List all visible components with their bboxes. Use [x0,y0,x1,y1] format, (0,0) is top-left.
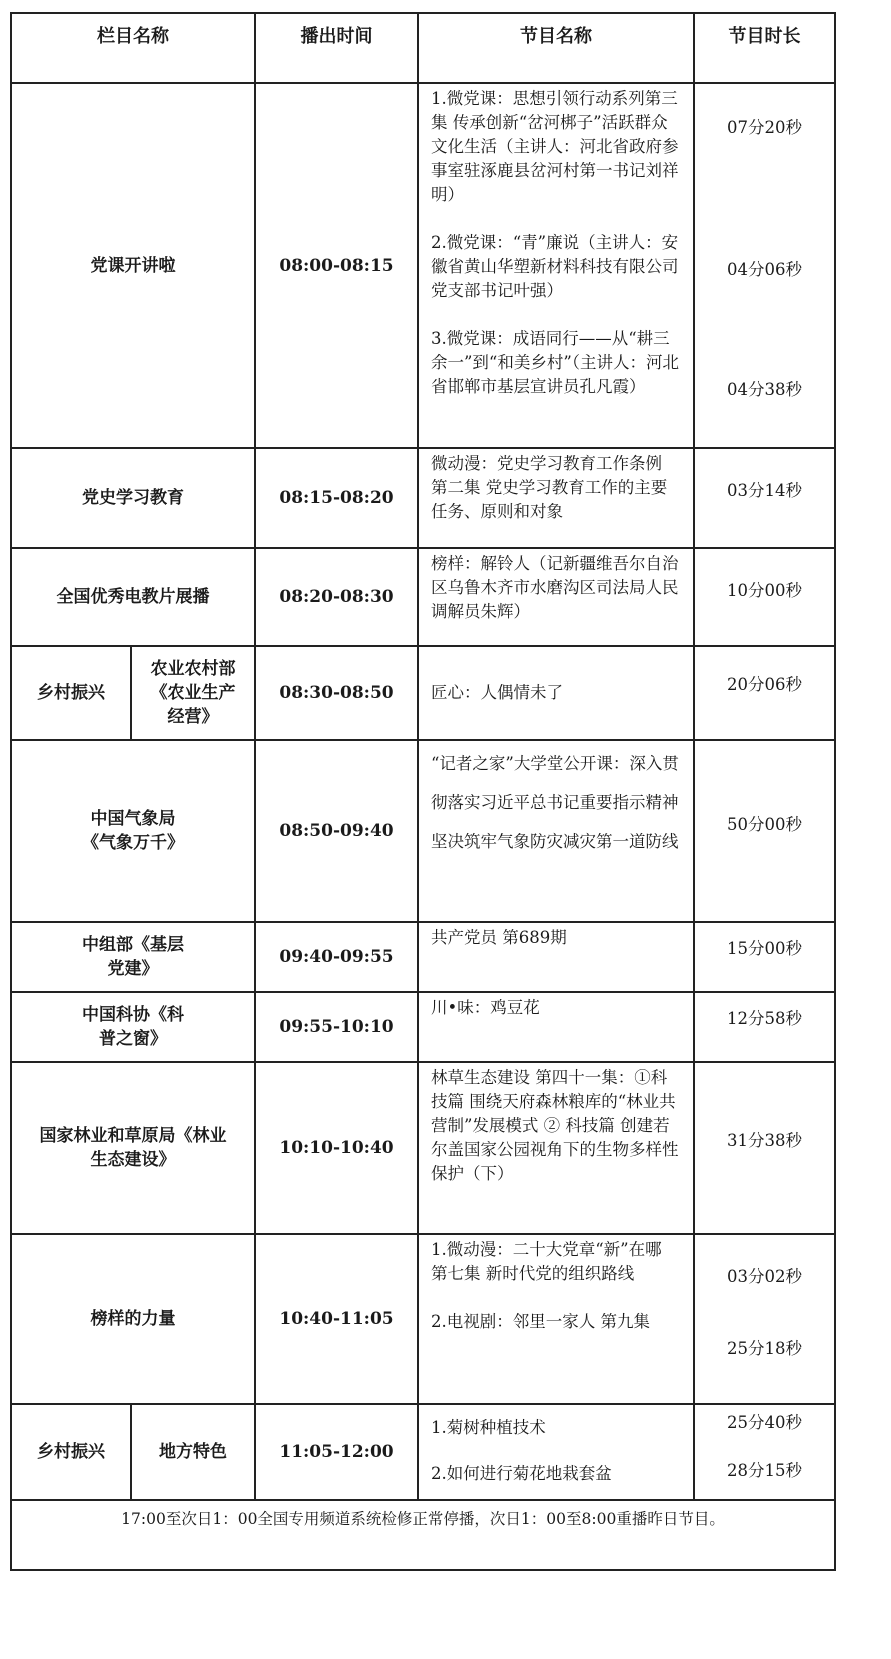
header-air-time: 播出时间 [255,13,418,83]
column-name: 榜样的力量 [11,1234,255,1404]
table-row [11,448,835,548]
table-row [11,922,835,992]
program-item: 共产党员 第689期 [431,928,567,947]
program-cell [418,448,694,548]
program-item: 林草生态建设 第四十一集：①科技篇 围绕天府森林粮库的“林业共营制”发展模式 ② 科技篇 创建若尔盖国家公园视角下的生物多样性保护（下） [431,1068,679,1183]
header-duration: 节目时长 [694,13,835,83]
duration-value: 07分20秒 [727,118,802,137]
table-row [11,1404,835,1500]
duration-value: 31分38秒 [727,1131,802,1150]
table-row [11,992,835,1062]
column-name: 乡村振兴 [11,1404,131,1500]
air-time: 08:30-08:50 [255,646,418,740]
program-cell [418,1062,694,1234]
column-name: 党课开讲啦 [11,83,255,448]
duration-value: 04分38秒 [727,380,802,399]
duration-cell [694,1062,835,1234]
duration-value: 15分00秒 [727,939,802,958]
header-program-name: 节目名称 [418,13,694,83]
column-name: 乡村振兴 [11,646,131,740]
footer-note: 17:00至次日1：00全国专用频道系统检修正常停播，次日1：00至8:00重播昨日节目。 [11,1500,835,1570]
program-cell [418,646,694,740]
column-name: 中组部《基层党建》 [11,922,255,992]
duration-value: 20分06秒 [727,675,802,694]
program-item: 榜样：解铃人（记新疆维吾尔自治区乌鲁木齐市水磨沟区司法局人民调解员朱辉） [431,554,679,621]
sub-column-name: 地方特色 [131,1404,255,1500]
header-column-name: 栏目名称 [11,13,255,83]
program-item: 微动漫：党史学习教育工作条例 第二集 党史学习教育工作的主要任务、原则和对象 [431,454,668,521]
table-row [11,1234,835,1404]
air-time: 09:55-10:10 [255,992,418,1062]
program-cell [418,548,694,646]
air-time: 08:00-08:15 [255,83,418,448]
program-item: 匠心：人偶情未了 [431,683,563,702]
schedule-table [10,12,836,1571]
duration-cell [694,646,835,740]
air-time: 08:20-08:30 [255,548,418,646]
duration-value: 50分00秒 [727,815,802,834]
duration-value: 10分00秒 [727,581,802,600]
duration-cell [694,1404,835,1500]
air-time: 08:50-09:40 [255,740,418,922]
duration-value: 25分18秒 [727,1339,802,1358]
duration-cell [694,992,835,1062]
duration-value: 28分15秒 [727,1461,802,1480]
duration-value: 03分02秒 [727,1267,802,1286]
air-time: 10:10-10:40 [255,1062,418,1234]
table-row [11,548,835,646]
air-time: 10:40-11:05 [255,1234,418,1404]
program-item: 2.电视剧：邻里一家人 第九集 [431,1312,650,1331]
air-time: 08:15-08:20 [255,448,418,548]
air-time: 11:05-12:00 [255,1404,418,1500]
duration-value: 03分14秒 [727,481,802,500]
table-row [11,646,835,740]
program-item: “记者之家”大学堂公开课：深入贯彻落实习近平总书记重要指示精神 坚决筑牢气象防灾减灾第一道防线 [431,754,679,851]
program-item: 1.微党课：思想引领行动系列第三集 传承创新“岔河梆子”活跃群众文化生活（主讲人：河北省政府参事室驻涿鹿县岔河村第一书记刘祥明） [431,89,679,204]
duration-cell [694,922,835,992]
program-item: 3.微党课：成语同行——从“耕三余一”到“和美乡村”（主讲人：河北省邯郸市基层宣讲员孔凡霞） [431,329,680,396]
program-item: 2.如何进行菊花地栽套盆 [431,1464,612,1483]
footer-row [11,1500,835,1570]
column-name: 全国优秀电教片展播 [11,548,255,646]
duration-cell [694,740,835,922]
table-row [11,83,835,448]
program-item: 2.微党课：“青”廉说（主讲人：安徽省黄山华塑新材料科技有限公司党支部书记叶强） [431,233,679,300]
duration-cell [694,448,835,548]
column-name: 国家林业和草原局《林业生态建设》 [11,1062,255,1234]
program-cell [418,992,694,1062]
program-cell [418,740,694,922]
duration-cell [694,83,835,448]
air-time: 09:40-09:55 [255,922,418,992]
duration-value: 25分40秒 [727,1413,802,1432]
duration-cell [694,548,835,646]
program-cell [418,922,694,992]
sub-column-name: 农业农村部《农业生产经营》 [131,646,255,740]
duration-cell [694,1234,835,1404]
table-row [11,1062,835,1234]
column-name: 中国气象局《气象万千》 [11,740,255,922]
column-name: 党史学习教育 [11,448,255,548]
program-item: 川•味：鸡豆花 [431,998,540,1017]
program-item: 1.菊树种植技术 [431,1418,546,1437]
program-item: 1.微动漫：二十大党章“新”在哪 第七集 新时代党的组织路线 [431,1240,662,1283]
duration-value: 12分58秒 [727,1009,802,1028]
duration-value: 04分06秒 [727,260,802,279]
program-cell [418,1404,694,1500]
column-name: 中国科协《科普之窗》 [11,992,255,1062]
table-row [11,740,835,922]
program-cell [418,83,694,448]
header-row [11,13,835,83]
program-cell [418,1234,694,1404]
